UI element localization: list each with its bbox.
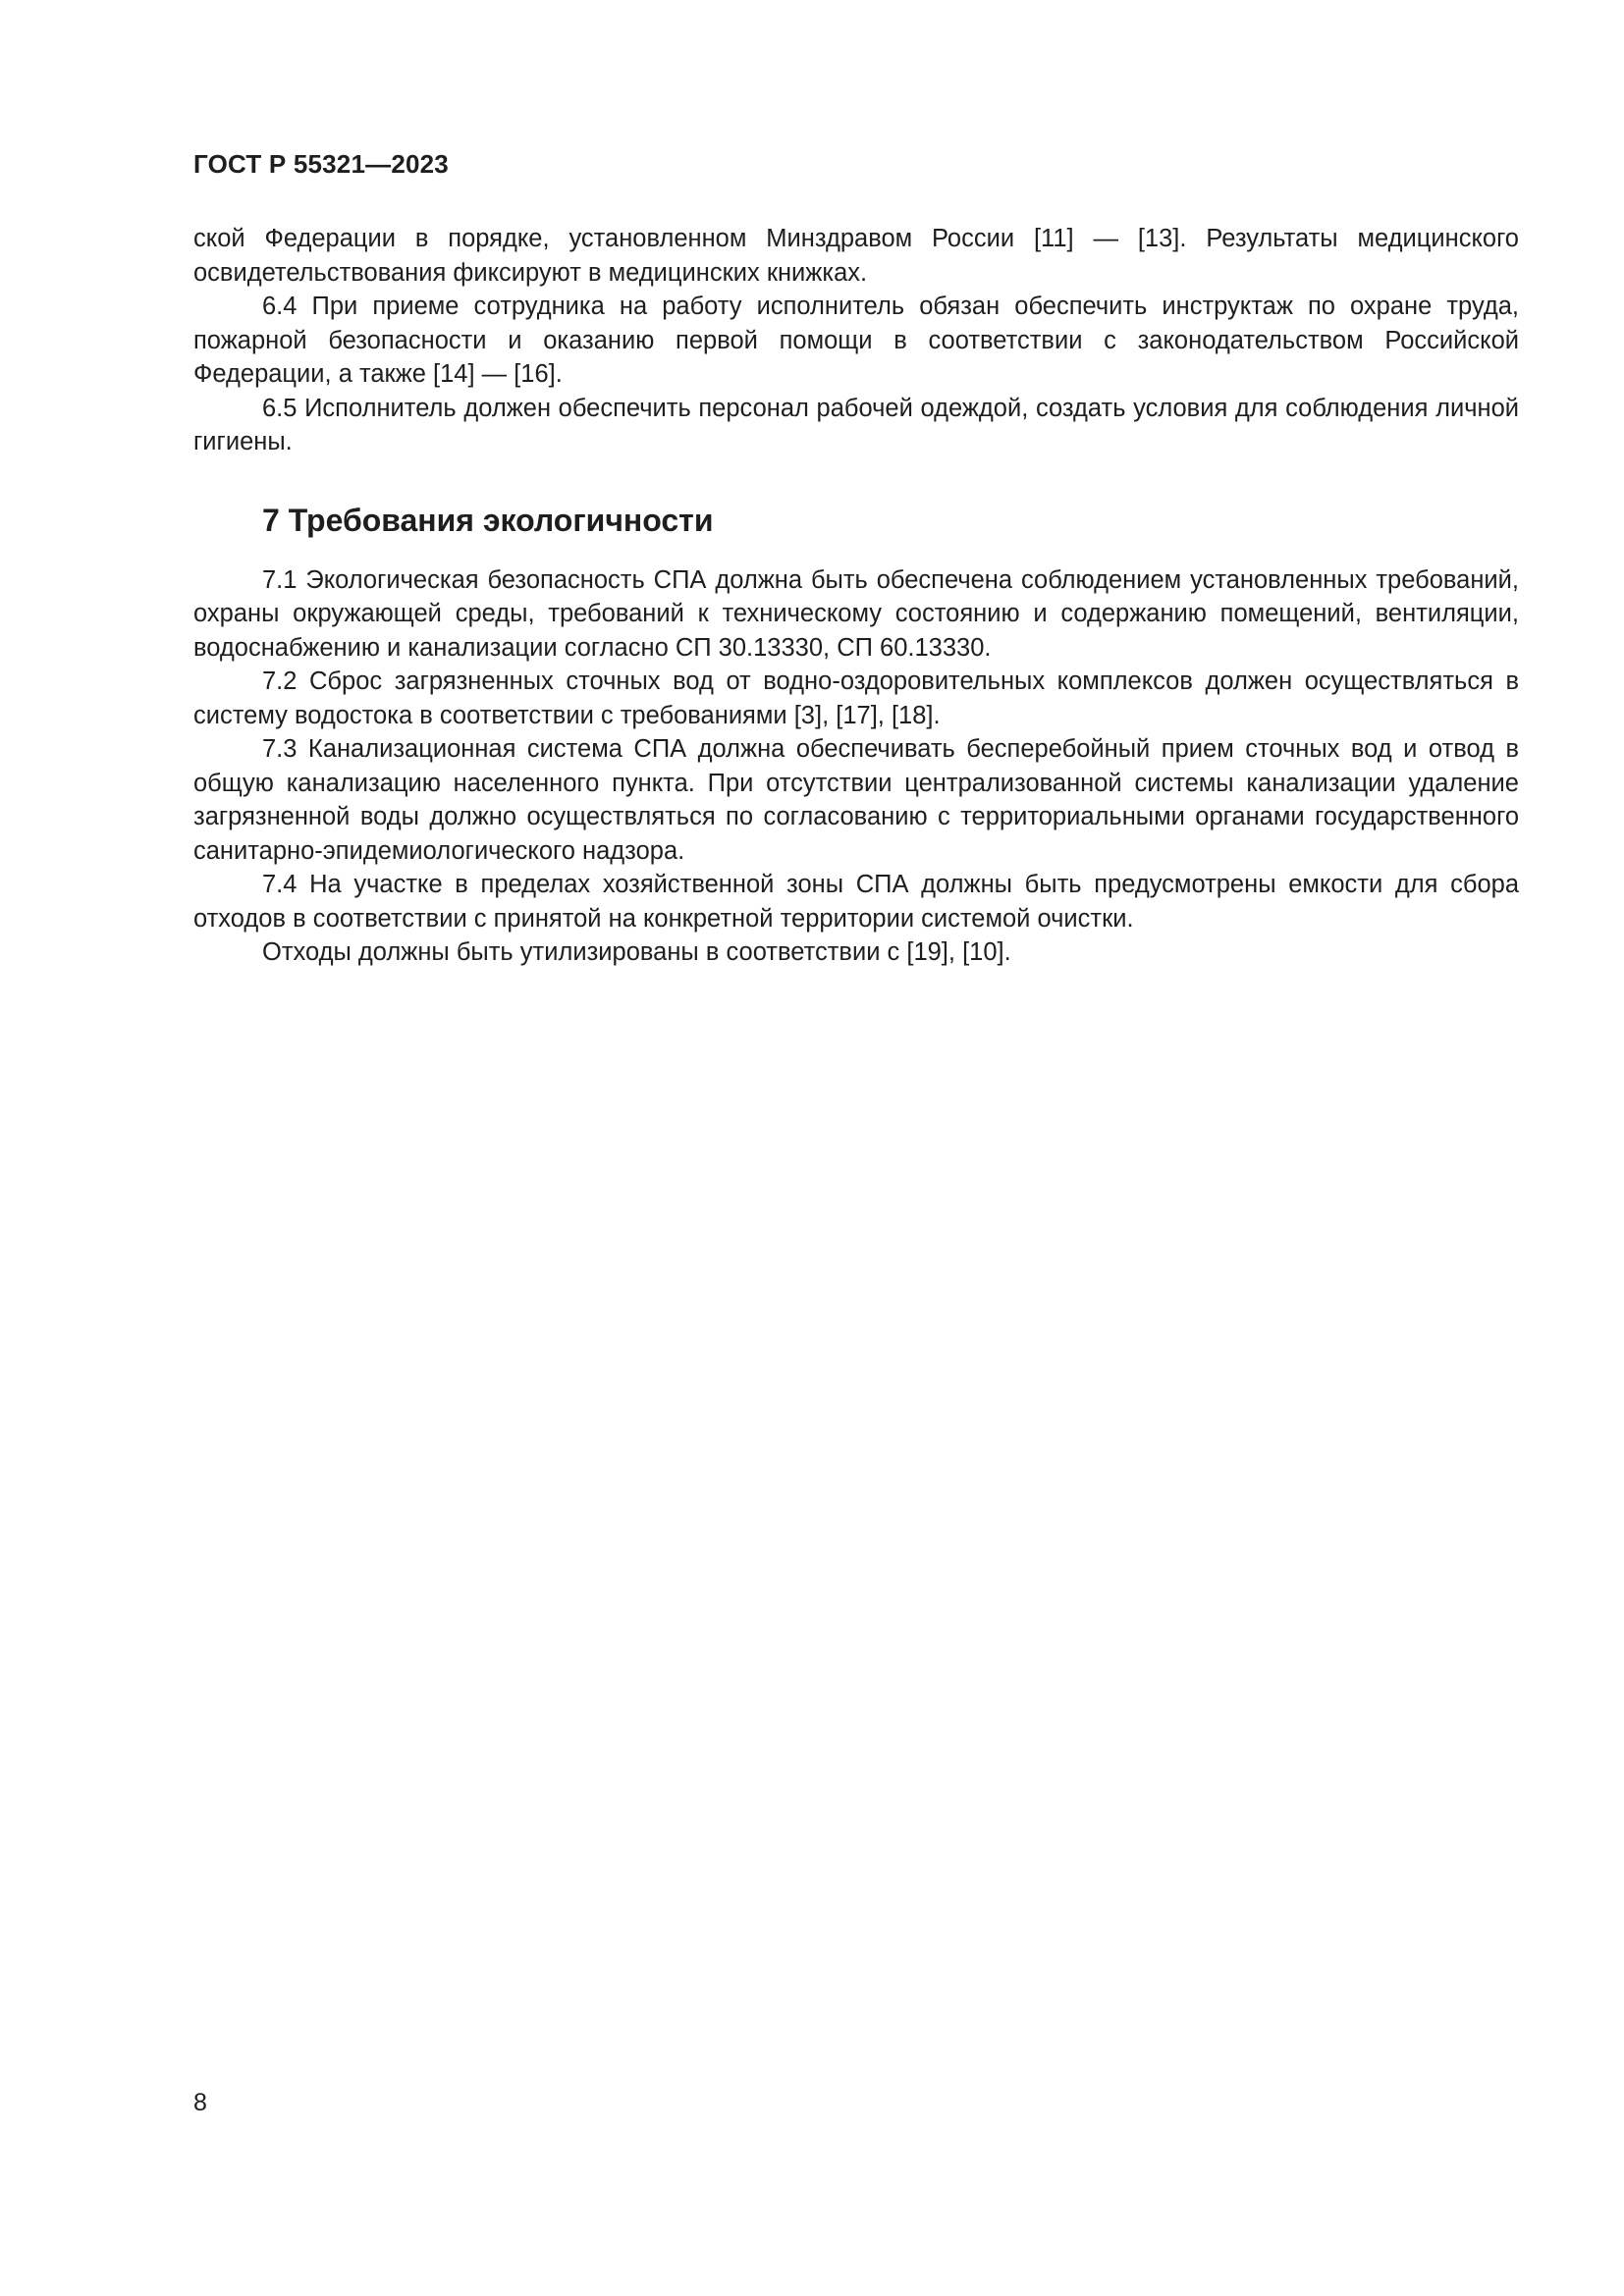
paragraph-waste-disposal: Отходы должны быть утилизированы в соответствии с [19], [10]. [262,938,1011,966]
paragraph-7-3: 7.3 Канализационная система СПА должна обеспечивать бесперебойный прием сточных вод и отвод в общую канализацию населенного пункта. При отсутствии централизованной системы канализации удаление загрязненной воды должно осуществляться по согласованию с территориальными органами государственного санитарно-эпидемиологического надзора. [193,735,1519,865]
document-header: ГОСТ Р 55321—2023 [193,149,449,179]
paragraph-7-4: 7.4 На участке в пределах хозяйственной зоны СПА должны быть предусмотрены емкости для сбора отходов в соответствии с принятой на конкретной территории системой очистки. [193,871,1519,933]
paragraph-6-4: 6.4 При приеме сотрудника на работу исполнитель обязан обеспечить инструктаж по охране труда, пожарной безопасности и оказанию первой помощи в соответствии с законодательством Российской Федерации, а также [14] — [16]. [193,293,1519,388]
paragraph-6-5: 6.5 Исполнитель должен обеспечить персонал рабочей одеждой, создать условия для соблюдения личной гигиены. [193,394,1519,455]
paragraph-7-1: 7.1 Экологическая безопасность СПА должна быть обеспечена соблюдением установленных требований, охраны окружающей среды, требований к техническому состоянию и содержанию помещений, вентиляции, водоснабжению и канализации согласно СП 30.13330, СП 60.13330. [193,565,1519,662]
section-7-title: 7 Требования экологичности [262,502,714,538]
paragraph-7-2: 7.2 Сброс загрязненных сточных вод от водно-оздоровительных комплексов должен осуществляться в систему водостока в соответствии с требованиями [3], [17], [18]. [193,667,1519,729]
page-number: 8 [193,2089,207,2116]
paragraph-6-3-continuation: ской Федерации в порядке, установленном Минздравом России [11] — [13]. Результаты медицинского освидетельствования фиксируют в медицинских книжках. [193,225,1519,287]
document-body [193,222,1519,970]
